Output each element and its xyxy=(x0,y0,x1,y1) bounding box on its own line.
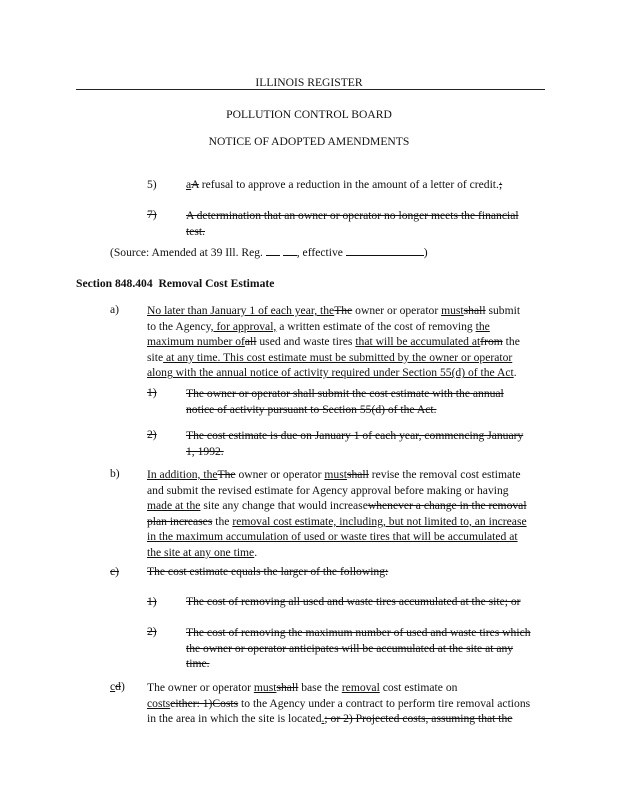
para-b-text: In addition, theThe owner or operator mustshall revise the removal cost estimate and submit the revised estimate for Agency approval before making or having made at the site any change that would increasewhenever a change in the removal plan increases the removal cost estimate, including, but not limited to, an increase in the maximum accumulation of used or waste tires that will be accumulated at the site at any one time. xyxy=(147,468,527,559)
para-c-sub2-text: The cost of removing the maximum number of used and waste tires which the owner or operator anticipates will be accumulated at the site at any time. xyxy=(186,626,531,671)
para-c-text: The cost estimate equals the larger of the following: xyxy=(147,565,389,578)
section-heading: Section 848.404 Removal Cost Estimate xyxy=(76,277,275,290)
source-note: (Source: Amended at 39 Ill. Reg. , effective ) xyxy=(110,246,428,259)
header-rule xyxy=(76,89,545,90)
para-b-label: b) xyxy=(110,467,120,480)
item-7-text: A determination that an owner or operator no longer meets the financial test. xyxy=(186,209,519,238)
register-title: ILLINOIS REGISTER xyxy=(255,76,363,89)
para-a-sub1-text: The owner or operator shall submit the cost estimate with the annual notice of activity pursuant to Section 55(d) of the Act. xyxy=(186,387,504,416)
notice-title: NOTICE OF ADOPTED AMENDMENTS xyxy=(208,135,410,148)
para-d-label: cd) xyxy=(110,680,125,693)
item-5-number: 5) xyxy=(147,178,157,191)
para-a-sub2-number: 2) xyxy=(147,428,157,441)
para-d-text: The owner or operator mustshall base the removal cost estimate on costseither: 1)Costs to the Agency under a contract to perform tire removal actions in the area in which the site is located.; or 2) Projected costs, assuming that the xyxy=(147,681,531,726)
board-title: POLLUTION CONTROL BOARD xyxy=(226,108,392,121)
item-7-number: 7) xyxy=(147,208,157,221)
para-c-sub2-number: 2) xyxy=(147,625,157,638)
item-5-text: aA refusal to approve a reduction in the amount of a letter of credit.; xyxy=(186,178,503,191)
para-c-sub1-text: The cost of removing all used and waste tires accumulated at the site; or xyxy=(186,595,521,608)
para-a-sub2-text: The cost estimate is due on January 1 of each year, commencing January 1, 1992. xyxy=(186,429,524,458)
para-c-label: c) xyxy=(110,565,120,578)
para-a-sub1-number: 1) xyxy=(147,386,157,399)
para-a-text: No later than January 1 of each year, theThe owner or operator mustshall submit to the Agency, for approval, a written estimate of the cost of removing the maximum number ofall used and waste tires that will be accumulated atfrom the site at any time. This cost estimate must be submitted by the owner or operator along with the annual notice of activity required under Section 55(d) of the Act. xyxy=(147,304,521,380)
para-c-sub1-number: 1) xyxy=(147,595,157,608)
para-a-label: a) xyxy=(110,303,120,316)
